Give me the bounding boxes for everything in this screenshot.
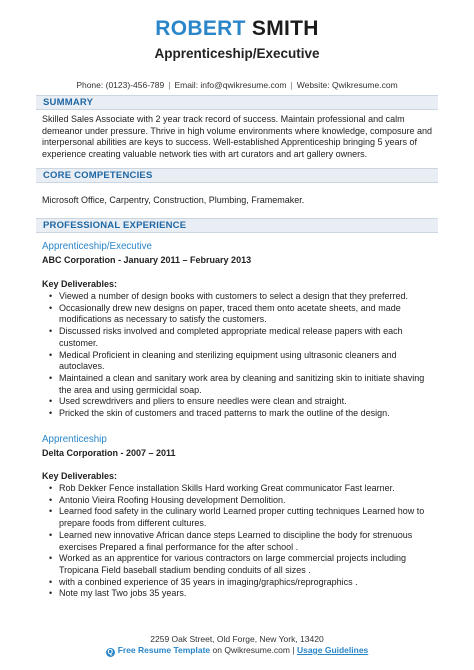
- list-item: • Rob Dekker Fence installation Skills Hard working Great communicator Fast learner.: [49, 483, 435, 495]
- list-item: • Maintained a clean and sanitary work area by cleaning and sanitizing skin to initiate shaving the area and using germicidal soap.: [49, 373, 435, 396]
- list-item: • Viewed a number of design books with customers to select a design that they preferred.: [49, 291, 435, 303]
- competencies-text: Microsoft Office, Carpentry, Construction, Plumbing, Framemaker.: [42, 195, 305, 205]
- key-deliverables-label: Key Deliverables:: [42, 471, 118, 481]
- job-title: Apprenticeship/Executive: [154, 46, 320, 61]
- summary-heading-bar: [36, 95, 438, 110]
- list-item: • Worked as an apprentice for various contractors on large commercial projects including Tropicana Field baseball stadium bending conduits of all sizes .: [49, 553, 435, 576]
- job-bullets: [49, 483, 435, 600]
- resume-header: [0, 17, 474, 62]
- candidate-name: [0, 17, 474, 41]
- list-item: • Learned new innovative African dance steps Learned to discipline the body for strenuous exercises Prepared a final performance for the after school .: [49, 530, 435, 553]
- job-role: Apprenticeship/Executive: [42, 241, 153, 252]
- list-item: • with a conbined experience of 35 years in imaging/graphics/reprographics .: [49, 577, 435, 589]
- contact-website: Website: Qwikresume.com: [296, 80, 398, 90]
- contact-email: Email: info@qwikresume.com: [174, 80, 287, 90]
- first-name: ROBERT: [155, 17, 246, 40]
- job-role: Apprenticeship: [42, 434, 107, 445]
- job-company: ABC Corporation - January 2011 – February 2013: [42, 255, 252, 265]
- job-company: Delta Corporation - 2007 – 2011: [42, 448, 176, 458]
- list-item: • Used screwdrivers and pliers to ensure needles were clean and straight.: [49, 396, 435, 408]
- footer-template-link[interactable]: Free Resume Template: [117, 645, 211, 655]
- competencies-heading: CORE COMPETENCIES: [43, 170, 153, 181]
- usage-guidelines-link[interactable]: Usage Guidelines: [296, 645, 369, 655]
- footer-site-text: on Qwikresume.com: [212, 645, 290, 655]
- experience-heading: PROFESSIONAL EXPERIENCE: [43, 220, 187, 231]
- list-item: • Pricked the skin of customers and traced patterns to mark the outline of the design.: [49, 408, 435, 420]
- list-item: • Occasionally drew new designs on paper, traced them onto acetate sheets, and made modifications as necessary to satisfy the customers.: [49, 303, 435, 326]
- list-item: • Discussed risks involved and completed appropriate medical release papers with each customer.: [49, 326, 435, 349]
- summary-text: Skilled Sales Associate with 2 year track record of success. Maintain professional and calm demeanor under pressure. Thrive in high volume environments where knowledge, composure and interpersonal abilities are keys to success. Well-established Apprenticeship bringing 5 years of experience creating valuable network ties with art curators and art gallery owners.: [42, 114, 433, 160]
- contact-phone: Phone: (0123)-456-789: [76, 80, 165, 90]
- job-bullets: [49, 291, 435, 420]
- qwikresume-logo-icon: Q: [107, 649, 113, 656]
- competencies-heading-bar: [36, 168, 438, 183]
- resume-footer: [0, 634, 474, 657]
- list-item: • Note my last Two jobs 35 years.: [49, 588, 435, 600]
- key-deliverables-label: Key Deliverables:: [42, 279, 118, 289]
- summary-heading: SUMMARY: [43, 97, 94, 108]
- contact-line: Phone: (0123)-456-789 | Email: info@qwikresume.com | Website: Qwikresume.com: [76, 80, 398, 90]
- last-name: SMITH: [251, 17, 319, 40]
- list-item: • Antonio Vieira Roofing Housing development Demolition.: [49, 495, 435, 507]
- footer-credit: Q Free Resume Template on Qwikresume.com | Usage Guidelines: [107, 645, 369, 656]
- footer-address: 2259 Oak Street, Old Forge, New York, 13420: [150, 634, 324, 644]
- list-item: • Medical Proficient in cleaning and sterilizing equipment using ultrasonic cleaners and autoclaves.: [49, 350, 435, 373]
- experience-heading-bar: [36, 218, 438, 233]
- list-item: • Learned food safety in the culinary world Learned proper cutting techniques Learned how to prepare foods from different cultures.: [49, 506, 435, 529]
